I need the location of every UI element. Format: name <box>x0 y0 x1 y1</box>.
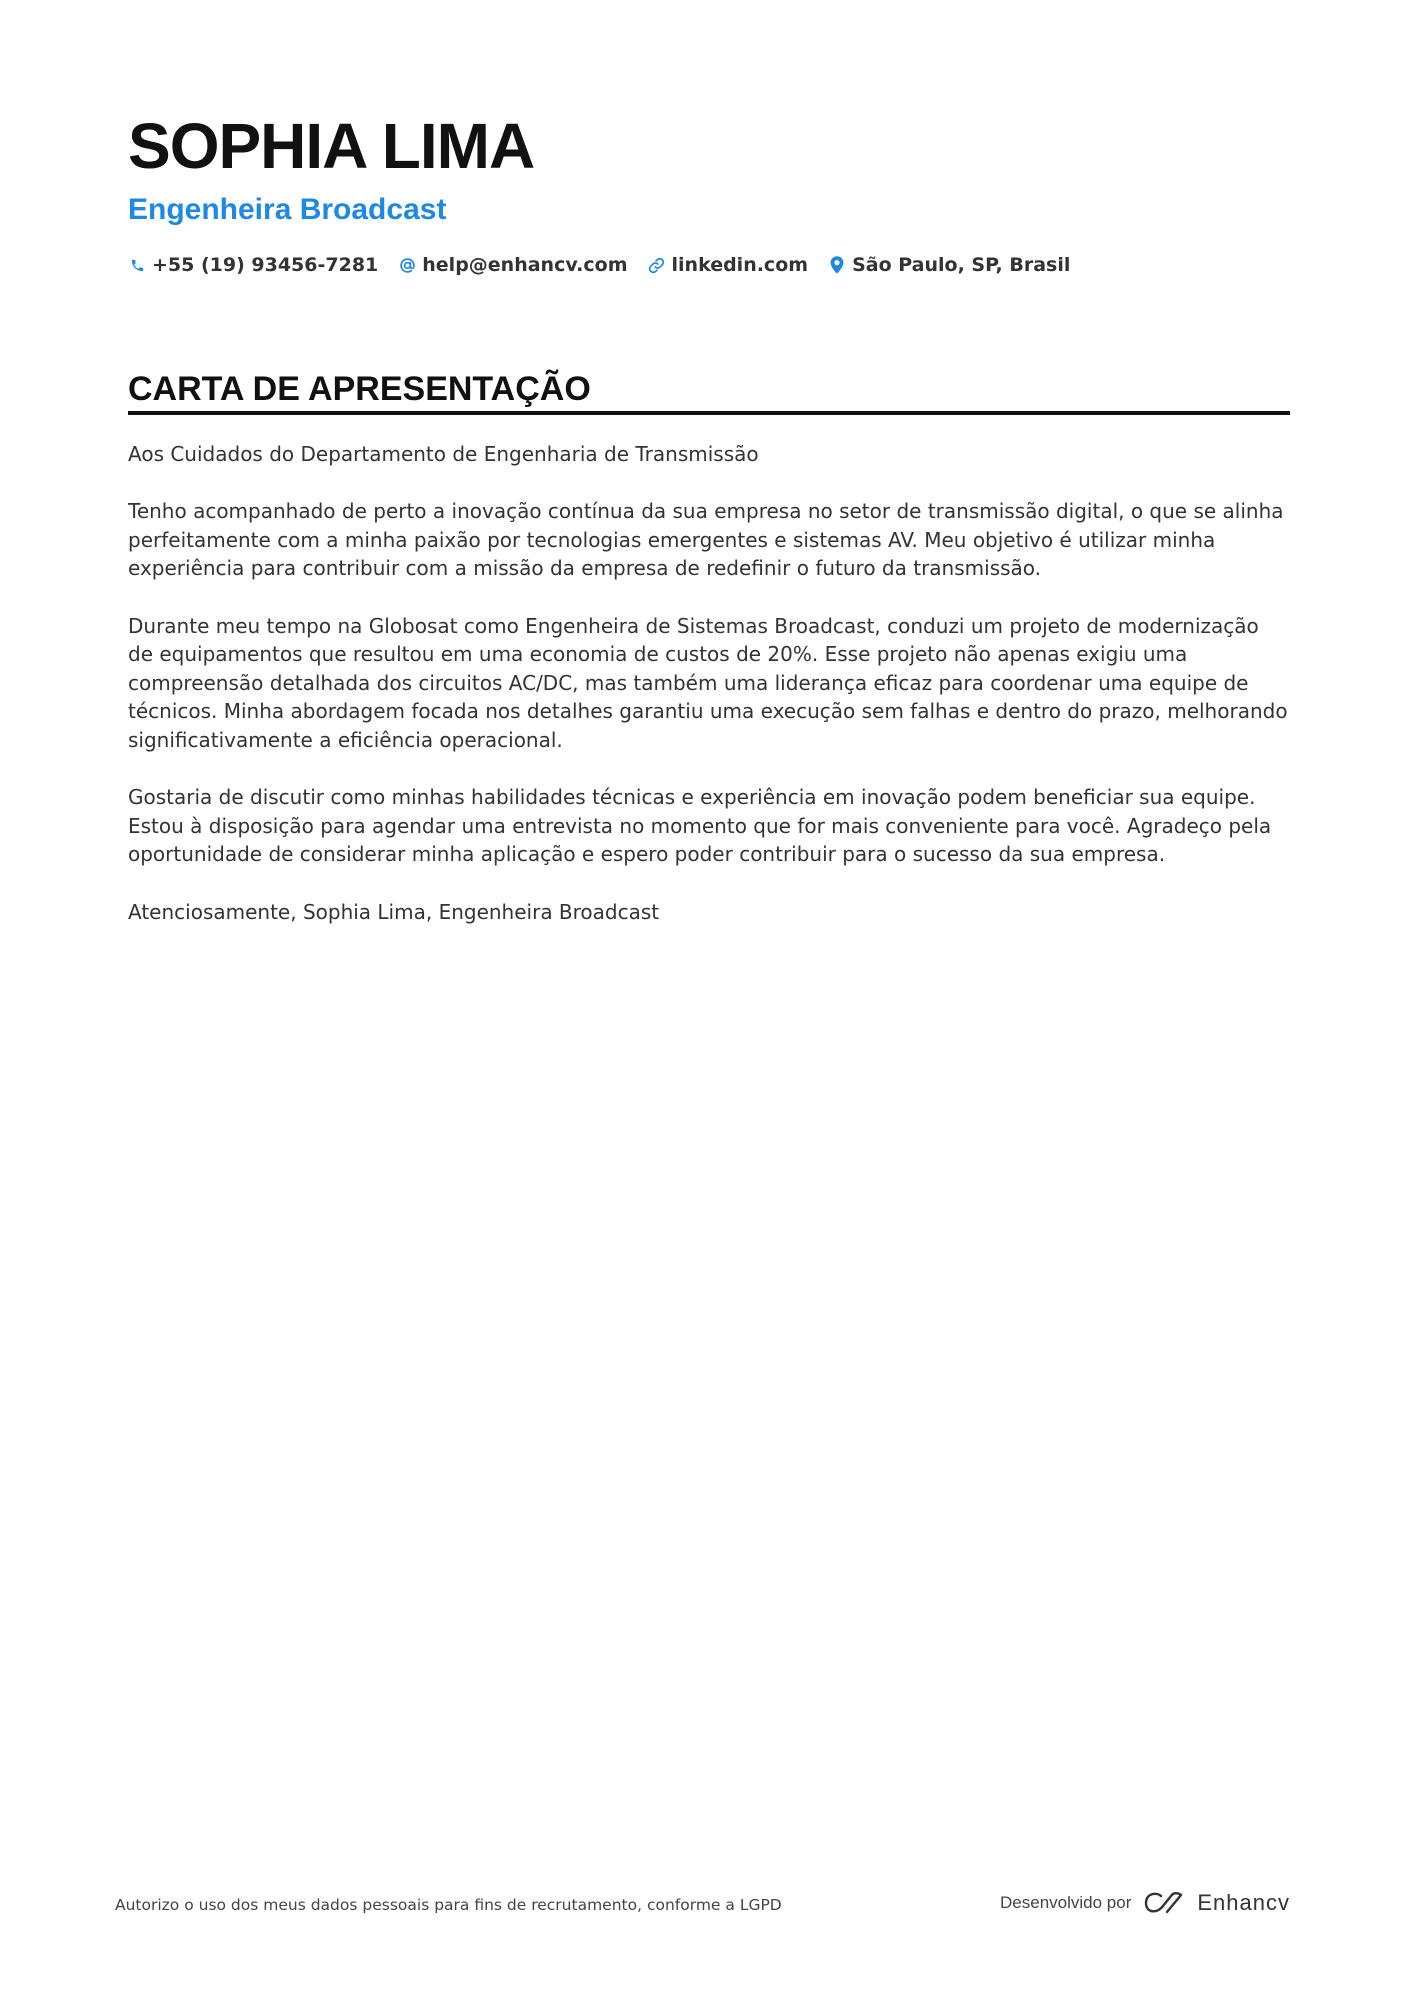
candidate-role: Engenheira Broadcast <box>128 193 447 226</box>
contact-bar <box>128 254 1070 276</box>
section-title: CARTA DE APRESENTAÇÃO <box>128 370 591 408</box>
powered-by[interactable] <box>1000 1890 1290 1916</box>
contact-email[interactable] <box>398 254 627 276</box>
section-divider <box>128 411 1290 415</box>
letter-paragraph: Gostaria de discutir como minhas habilidades técnicas e experiência em inovação podem beneficiar sua equipe. Estou à disposição para agendar uma entrevista no momento que for mais conveniente para você. Agradeço pela oportunidade de considerar minha aplicação e espero poder contribuir para o sucesso da sua empresa. <box>128 785 1272 867</box>
letter-paragraph: Tenho acompanhado de perto a inovação contínua da sua empresa no setor de transmissão digital, o que se alinha perfeitamente com a minha paixão por tecnologias emergentes e sistemas AV. Meu objetivo é utilizar minha experiência para contribuir com a missão da empresa de redefinir o futuro da transmissão. <box>128 499 1284 581</box>
contact-website[interactable] <box>648 254 809 276</box>
location-pin-icon <box>828 255 846 275</box>
contact-phone[interactable] <box>128 254 378 276</box>
cover-letter-page <box>128 0 1290 1995</box>
phone-value: +55 (19) 93456-7281 <box>152 254 379 276</box>
letter-closing: Atenciosamente, Sophia Lima, Engenheira Broadcast <box>128 899 660 924</box>
link-icon <box>648 255 666 275</box>
email-value: help@enhancv.com <box>422 254 628 276</box>
consent-note: Autorizo o uso dos meus dados pessoais para fins de recrutamento, conforme a LGPD <box>115 1896 782 1914</box>
brand-name: Enhancv <box>1197 1890 1290 1915</box>
location-value: São Paulo, SP, Brasil <box>852 254 1071 276</box>
letter-body <box>128 440 1290 955</box>
enhancv-logo-icon <box>1143 1891 1189 1915</box>
at-icon <box>398 255 416 275</box>
letter-paragraph: Durante meu tempo na Globosat como Engenheira de Sistemas Broadcast, conduzi um projeto de modernização de equipamentos que resultou em uma economia de custos de 20%. Esse projeto não apenas exigiu uma compreensão detalhada dos circuitos AC/DC, mas também uma liderança eficaz para coordenar uma equipe de técnicos. Minha abordagem focada nos detalhes garantiu uma execução sem falhas e dentro do prazo, melhorando significativamente a eficiência operacional. <box>128 613 1288 752</box>
contact-location <box>828 254 1070 276</box>
powered-by-label: Desenvolvido por <box>1000 1893 1132 1912</box>
enhancv-logo <box>1143 1890 1290 1916</box>
website-value: linkedin.com <box>671 254 809 276</box>
candidate-name: SOPHIA LIMA <box>128 110 535 182</box>
letter-greeting: Aos Cuidados do Departamento de Engenharia de Transmissão <box>128 442 759 466</box>
phone-icon <box>128 255 146 275</box>
